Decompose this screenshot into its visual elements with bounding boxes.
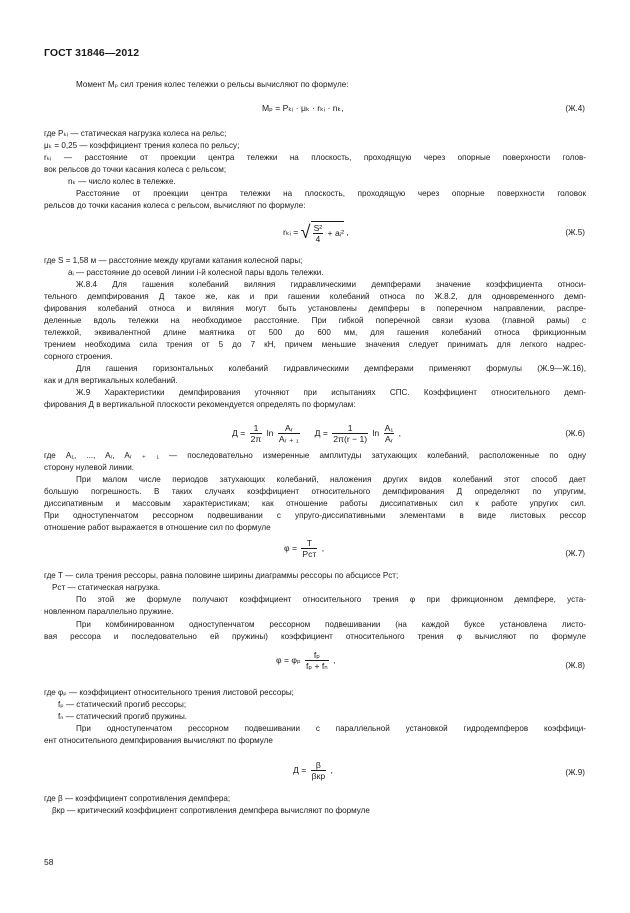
fraction: [313, 223, 324, 244]
formula-number-zh9: (Ж.9): [565, 768, 585, 777]
document-header: ГОСТ 31846—2012: [44, 47, 140, 59]
paragraph-line: сорного строения.: [44, 352, 113, 361]
page-number: 58: [44, 857, 54, 867]
paragraph-line: как и для вертикальных колебаний.: [44, 376, 178, 385]
paragraph-line: отношение работ выражается в отношение сил по формуле: [44, 523, 271, 532]
numerator: A₁: [384, 423, 394, 433]
definition-line: вок рельсов до точки касания колеса с рельсом;: [44, 165, 227, 174]
paragraph-line: тельного демпфирования Д такое же, как и при гашении колебаний относа по Ж.8.2, для одновременного демп-: [44, 292, 586, 301]
paragraph-line: При малом числе периодов затухающих колебаний, наложения других видов колебаний этот способ дает: [76, 475, 586, 484]
fraction: [278, 423, 300, 444]
formula-zh5: [283, 221, 349, 244]
formula-number-zh5: (Ж.5): [565, 228, 585, 237]
paragraph-line: деленные вдоль тележки на необходимое расстояние. При гибкой поперечной связи кузова (главной рамы) с: [44, 316, 586, 325]
formula-zh8: [276, 650, 335, 671]
paragraph-line: фирования колебаний относа и виляния могут быть установлены демпферы в поперечном направлении, распре-: [44, 304, 586, 313]
definition-line: nₖ — число колес в тележке.: [68, 177, 176, 186]
definition-line: где S = 1,58 м — расстояние между кругами катания колесной пары;: [44, 256, 303, 265]
paragraph-line: При одноступенчатом рессорном подвешивании с упруго-диссипативными элементами в виде листовых рессор: [44, 511, 586, 520]
denominator: βкр: [311, 771, 326, 781]
formula-tail: ,: [398, 427, 402, 438]
numerator: T: [306, 538, 312, 548]
fraction: [301, 538, 317, 559]
numerator: fₚ: [313, 650, 320, 660]
definition-line: βкр — критический коэффициент сопротивления демпфера вычисляют по формуле: [52, 806, 370, 815]
definition-line: где A₁, ..., Aᵣ, Aᵣ ₊ ₁ — последовательно измеренные амплитуды затухающих колебаний, расположенные по одну: [44, 451, 586, 460]
paragraph-line: новленном параллельно пружине.: [44, 607, 174, 616]
numerator: 1: [253, 423, 259, 433]
paragraph-line: вая рессора и последовательно ей пружины) коэффициент относительного трения φ вычисляют по формуле: [44, 632, 586, 641]
definition-line: rₖᵢ — расстояние от проекции центра тележки на плоскость, проходящую через опорные поверхности голов-: [44, 153, 586, 162]
denominator: Aᵣ: [385, 434, 393, 444]
denominator: 4: [313, 233, 324, 244]
paragraph-moment-intro: Момент Mₚ сил трения колес тележки о рельсы вычисляют по формуле:: [76, 80, 349, 89]
formula-tail: ,: [333, 654, 336, 665]
numerator: 1: [347, 423, 353, 433]
paragraph-line: рельсов до точки касания колеса с рельсом, вычисляют по формуле:: [44, 201, 306, 210]
paragraph-line: трением необходима сила трения от 5 до 7 кН, причем меньшие значения следует принимать для легкого надрес-: [44, 340, 586, 349]
formula-zh6: [232, 423, 401, 444]
paragraph-line: диссипативным и массовым характеристикам; как отношение работы диссипативных сил к работе упругих сил.: [44, 499, 586, 508]
ln-operator: ln: [372, 427, 380, 438]
paragraph-line: тележкой, эквивалентной длине маятника от 500 до 600 мм, для гашения колебаний относа фрикционным: [44, 328, 586, 337]
paragraph-line: Ж.9 Характеристики демпфирования уточняют при испытаниях СПС. Коэффициент относительного демп-: [76, 388, 586, 397]
denominator: Aᵣ ₊ ₁: [278, 434, 299, 444]
definition-line: где T — сила трения рессоры, равна половине ширины диаграммы рессоры по абсциссе Pст;: [44, 571, 399, 580]
denominator: 2π(r − 1): [333, 434, 368, 444]
fraction: [311, 760, 326, 781]
formula-term: + aᵢ²: [327, 227, 344, 238]
definition-line: где φₚ — коэффициент относительного трения листовой рессоры;: [44, 688, 294, 697]
formula-lhs: φ = φₚ: [276, 654, 301, 665]
formula-lhs: Д =: [293, 764, 307, 775]
fraction: [384, 423, 395, 444]
definition-line: aᵢ — расстояние до осевой линии i-й колесной пары вдоль тележки.: [68, 268, 324, 277]
paragraph-line: большую погрешность. В таких случаях коэффициент относительного демпфирования Д определяют по упругим,: [44, 487, 586, 496]
formula-zh4: Mₚ = Pₖᵢ · μₖ · rₖᵢ · nₖ,: [262, 103, 344, 113]
paragraph-line: При одноступенчатом рессорном подвешивании с параллельной установкой гидродемпферов коэффици-: [76, 724, 586, 733]
formula-tail: ,: [346, 226, 349, 237]
fraction: [305, 650, 329, 671]
denominator: 2π: [250, 434, 262, 444]
formula-number-zh4: (Ж.4): [565, 104, 585, 113]
formula-lhs: rₖᵢ =: [283, 226, 299, 237]
formula-zh7: [284, 538, 324, 559]
paragraph-line: При комбинированном одноступенчатом рессорном подвешивании (на каждой буксе установлена листо-: [76, 620, 586, 629]
definition-line: fₚ — статический прогиб рессоры;: [58, 700, 187, 709]
paragraph-line: Расстояние от проекции центра тележки на плоскость, проходящую через опорные поверхности головок: [76, 189, 586, 198]
formula-number-zh7: (Ж.7): [565, 549, 585, 558]
formula-lhs: φ =: [284, 542, 297, 553]
definition-line: μₖ = 0,25 — коэффициент трения колеса по рельсу;: [44, 141, 240, 150]
fraction: [332, 423, 368, 444]
definition-line: где β — коэффициент сопротивления демпфера;: [44, 794, 231, 803]
definition-line: где Pₖᵢ — статическая нагрузка колеса на рельс;: [44, 129, 227, 138]
denominator: Pст: [302, 549, 317, 559]
paragraph-line: ент относительного демпфирования вычисляют по формуле: [44, 736, 273, 745]
formula-tail: ,: [330, 764, 333, 775]
paragraph-line: Ж.8.4 Для гашения колебаний виляния гидравлическими демпферами значение коэффициента относи-: [76, 280, 586, 289]
formula-tail: ,: [321, 542, 325, 553]
formula-zh9: [293, 760, 333, 781]
definition-line: fₙ — статический прогиб пружины.: [58, 712, 188, 721]
paragraph-line: фирования Д в вертикальной плоскости рекомендуется определять по формулам:: [44, 400, 356, 409]
fraction: [250, 423, 263, 444]
formula-lhs: Д =: [314, 427, 328, 438]
formula-number-zh8: (Ж.8): [565, 661, 585, 670]
radical-sign: √: [300, 222, 311, 242]
formula-lhs: Д =: [232, 427, 246, 438]
ln-operator: ln: [266, 427, 274, 438]
paragraph-line: Для гашения горизонтальных колебаний гидравлическими демпферами применяют формулы (Ж.9—Ж.16),: [76, 364, 586, 373]
paragraph-line: По этой же формуле получают коэффициент относительного трения φ при фрикционном демпфере, уста-: [76, 595, 586, 604]
numerator: Aᵣ: [284, 423, 293, 433]
definition-line: Pст — статическая нагрузка.: [52, 583, 161, 592]
numerator: β: [315, 760, 321, 770]
denominator: fₚ + fₙ: [306, 661, 328, 671]
definition-line: сторону нулевой линии.: [44, 463, 134, 472]
formula-number-zh6: (Ж.6): [565, 429, 585, 438]
numerator: S²: [313, 223, 323, 233]
